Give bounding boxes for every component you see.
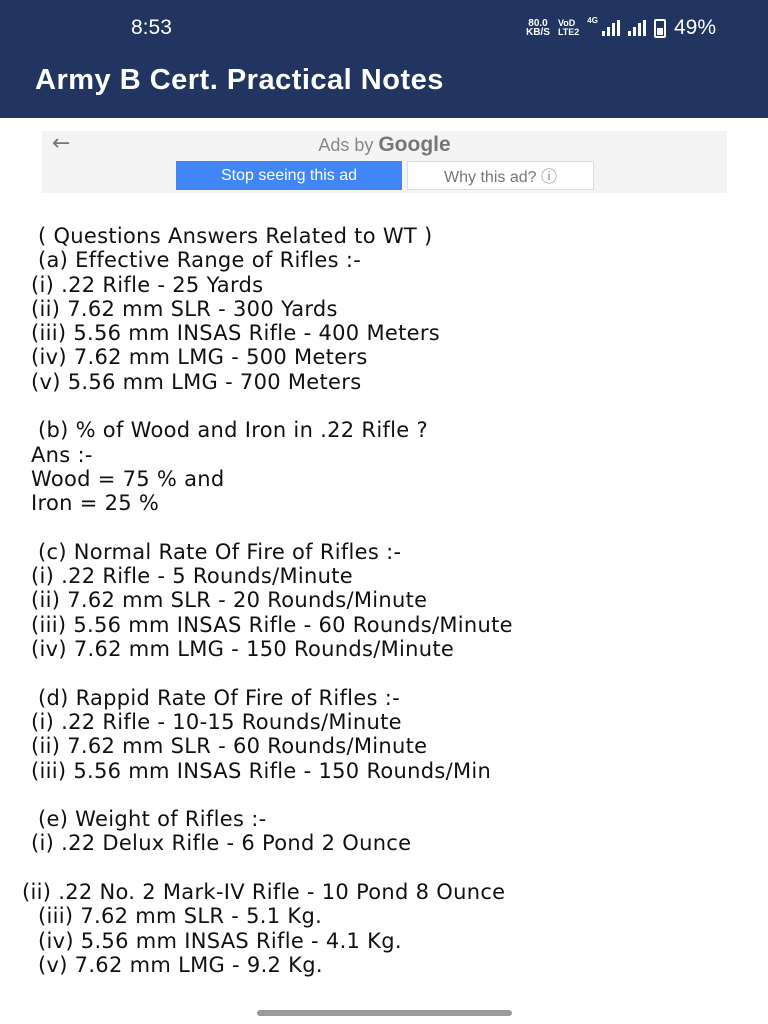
note-line: (b) % of Wood and Iron in .22 Rifle ?: [31, 418, 428, 443]
volte-icon: [558, 19, 579, 37]
note-line: (e) Weight of Rifles :-: [31, 807, 267, 832]
note-line: (v) 7.62 mm LMG - 9.2 Kg.: [31, 952, 323, 977]
stop-seeing-ad-button[interactable]: Stop seeing this ad: [176, 161, 402, 190]
note-line: Wood = 75 % and: [31, 466, 225, 491]
signal-sim2-icon: [628, 20, 646, 36]
spacer: [0, 856, 768, 880]
volte-top: VoD: [557, 18, 576, 28]
battery-icon: [654, 19, 666, 38]
net-speed-value: 80.0: [528, 18, 548, 29]
signal-sim1-icon: [602, 20, 620, 36]
volte-bottom: LTE2: [557, 27, 580, 37]
note-line: (ii) 7.62 mm SLR - 60 Rounds/Minute: [31, 734, 428, 759]
why-this-ad-button[interactable]: Why this ad? ⓘ: [407, 161, 594, 190]
note-line: (i) .22 Rifle - 5 Rounds/Minute: [31, 564, 353, 589]
spacer: [0, 783, 768, 807]
note-line: (c) Normal Rate Of Fire of Rifles :-: [31, 539, 402, 564]
note-line: (iii) 5.56 mm INSAS Rifle - 150 Rounds/Min: [31, 758, 492, 783]
ads-by-google-label: [42, 133, 727, 157]
battery-percentage: 49%: [673, 16, 716, 39]
note-line: (iv) 5.56 mm INSAS Rifle - 4.1 Kg.: [31, 928, 402, 953]
note-line: ( Questions Answers Related to WT ): [31, 224, 433, 248]
spacer: [0, 661, 768, 685]
note-line: (iv) 7.62 mm LMG - 150 Rounds/Minute: [31, 637, 455, 662]
net-speed-unit: KB/S: [526, 27, 550, 38]
gesture-home-bar[interactable]: [257, 1010, 512, 1016]
status-icons: [526, 16, 716, 40]
network-speed-indicator: [526, 19, 550, 37]
note-line: Iron = 25 %: [31, 491, 160, 516]
note-line: (ii) 7.62 mm SLR - 300 Yards: [31, 296, 338, 321]
note-line: (v) 5.56 mm LMG - 700 Meters: [31, 369, 362, 394]
note-line: (ii) .22 No. 2 Mark-IV Rifle - 10 Pond 8 Ounce: [22, 880, 506, 905]
spacer: [0, 394, 768, 418]
note-line: (i) .22 Delux Rifle - 6 Pond 2 Ounce: [31, 831, 412, 856]
note-line: (iii) 5.56 mm INSAS Rifle - 400 Meters: [31, 321, 441, 346]
note-line: (i) .22 Rifle - 10-15 Rounds/Minute: [31, 709, 402, 734]
status-time: 8:53: [131, 16, 172, 39]
note-line: Ans :-: [31, 442, 93, 467]
note-line: (iv) 7.62 mm LMG - 500 Meters: [31, 345, 368, 370]
app-bar: [0, 0, 768, 118]
note-line: (ii) 7.62 mm SLR - 20 Rounds/Minute: [31, 588, 428, 613]
network-type-label: 4G: [587, 16, 598, 25]
notes-content: [0, 224, 768, 977]
ad-button-row: [176, 161, 594, 190]
note-line: (d) Rappid Rate Of Fire of Rifles :-: [31, 685, 401, 710]
spacer: [0, 516, 768, 540]
note-line: (iii) 7.62 mm SLR - 5.1 Kg.: [31, 904, 323, 929]
note-line: (i) .22 Rifle - 25 Yards: [31, 272, 264, 297]
back-arrow-icon[interactable]: ←: [52, 131, 71, 156]
page-title: Army B Cert. Practical Notes: [35, 64, 444, 96]
ad-banner: [42, 131, 727, 193]
ad-label-brand: Google: [378, 133, 451, 156]
note-line: (iii) 5.56 mm INSAS Rifle - 60 Rounds/Minute: [31, 612, 513, 637]
ad-label-prefix: Ads by: [318, 135, 379, 155]
note-line: (a) Effective Range of Rifles :-: [31, 248, 362, 273]
